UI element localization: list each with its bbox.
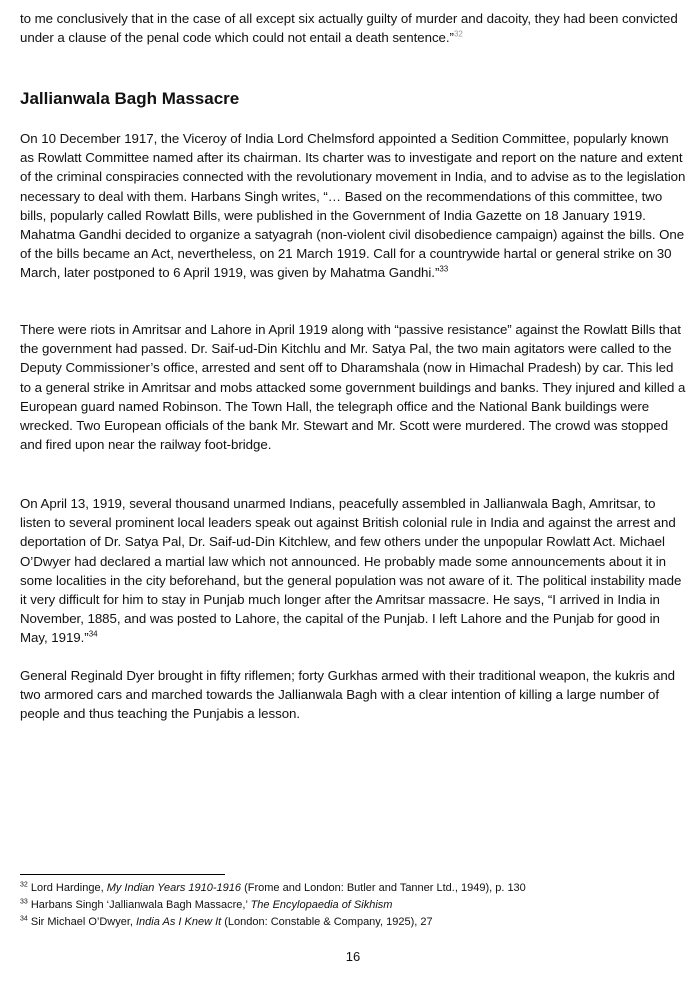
footnote-text: Lord Hardinge, — [30, 882, 107, 894]
footnote-ref: 34 — [88, 630, 98, 639]
footnote-title: India As I Knew It — [136, 916, 222, 928]
paragraph-april-13 — [20, 494, 686, 648]
footnote-ref: 32 — [453, 29, 463, 39]
section-heading: Jallianwala Bagh Massacre — [20, 89, 240, 108]
paragraph-text: On 10 December 1917, the Viceroy of India Lord Chelmsford appointed a Sedition Committee, popularly known as Rowlatt Committee named after its chairman. Its charter was to investigate and report on the nature and extent of the criminal conspiracies connected with the revolutionary movement in India, and to advise as to the legislation necessary to deal with them. Harbans Singh writes, “… Based on the recommendations of this committee, two bills, popularly called Rowlatt Bills, were published in the Government of India Gazette on 18 January 1919. Mahatma Gandhi decided to organize a satyagrah (non-violent civil disobedience campaign) against the bills. One of the bills became an Act, nevertheless, on 21 March 1919. Call for a countrywide hartal or general strike on 30 March, later postponed to 6 April 1919, was given by Mahatma Gandhi.” — [20, 131, 686, 281]
paragraph-text: There were riots in Amritsar and Lahore in April 1919 along with “passive resistance” against the Rowlatt Bills that the government had passed. Dr. Saif-ud-Din Kitchlu and Mr. Satya Pal, the two main agitators were called to the Deputy Commissioner’s office, arrested and sent off to Dharamshala (now in Himachal Pradesh) by car. This led to a general strike in Amritsar and mobs attacked some government buildings and banks. They injured and killed a European guard named Robinson. The Town Hall, the telegraph office and the National Bank buildings were wrecked. Two European officials of the bank Mr. Stewart and Mr. Scott were murdered. The crowd was stopped and fired upon near the railway foot-bridge. — [20, 322, 686, 453]
footnote-ref: 33 — [439, 265, 449, 274]
footnote-title: My Indian Years 1910-1916 — [106, 882, 242, 894]
page-number: 16 — [345, 949, 361, 964]
footnote-text: (Frome and London: Butler and Tanner Ltd., 1949), p. 130 — [241, 882, 526, 894]
footnote-32 — [20, 880, 686, 897]
footnote-34 — [20, 914, 686, 931]
paragraph-riots — [20, 320, 686, 454]
footnote-text: (London: Constable & Company, 1925), 27 — [221, 916, 433, 928]
paragraph-text: to me conclusively that in the case of all except six actually guilty of murder and dacoity, they had been convicted under a clause of the penal code which could not entail a death sentence.” — [20, 11, 678, 46]
footnote-text: Harbans Singh ‘Jallianwala Bagh Massacre,’ — [30, 899, 251, 911]
footnote-divider — [20, 874, 225, 875]
paragraph-text: General Reginald Dyer brought in fifty riflemen; forty Gurkhas armed with their traditional weapon, the kukris and two armored cars and marched towards the Jallianwala Bagh with a clear intention of killing a large number of people and thus teaching the Punjabis a lesson. — [20, 668, 676, 722]
paragraph-general-dyer — [20, 666, 686, 724]
paragraph-text: On April 13, 1919, several thousand unarmed Indians, peacefully assembled in Jallianwala Bagh, Amritsar, to listen to several prominent local leaders speak out against British colonial rule in India and against the arrest and deportation of Dr. Satya Pal, Dr. Saif-ud-Din Kitchlew, and few others under the unpopular Rowlatt Act. Michael O’Dwyer had declared a martial law which not announced. He probably made some announcements about it in some localities in the city beforehand, but the general population was not aware of it. The political instability made it very difficult for him to stay in Punjab much longer after the Amritsar massacre. He says, “I arrived in India in November, 1885, and was posted to Lahore, the capital of the Punjab. I left Lahore and the Punjab for good in May, 1919.” — [20, 496, 682, 646]
footnote-33 — [20, 897, 686, 914]
footnote-number: 33 — [20, 898, 28, 906]
continued-paragraph — [20, 9, 686, 47]
footnotes — [20, 880, 686, 931]
footnote-text: Sir Michael O’Dwyer, — [30, 916, 136, 928]
footnote-number: 32 — [20, 881, 28, 889]
footnote-title: The Encylopaedia of Sikhism — [250, 899, 393, 911]
footnote-number: 34 — [20, 915, 28, 923]
paragraph-rowlatt-committee — [20, 129, 686, 283]
